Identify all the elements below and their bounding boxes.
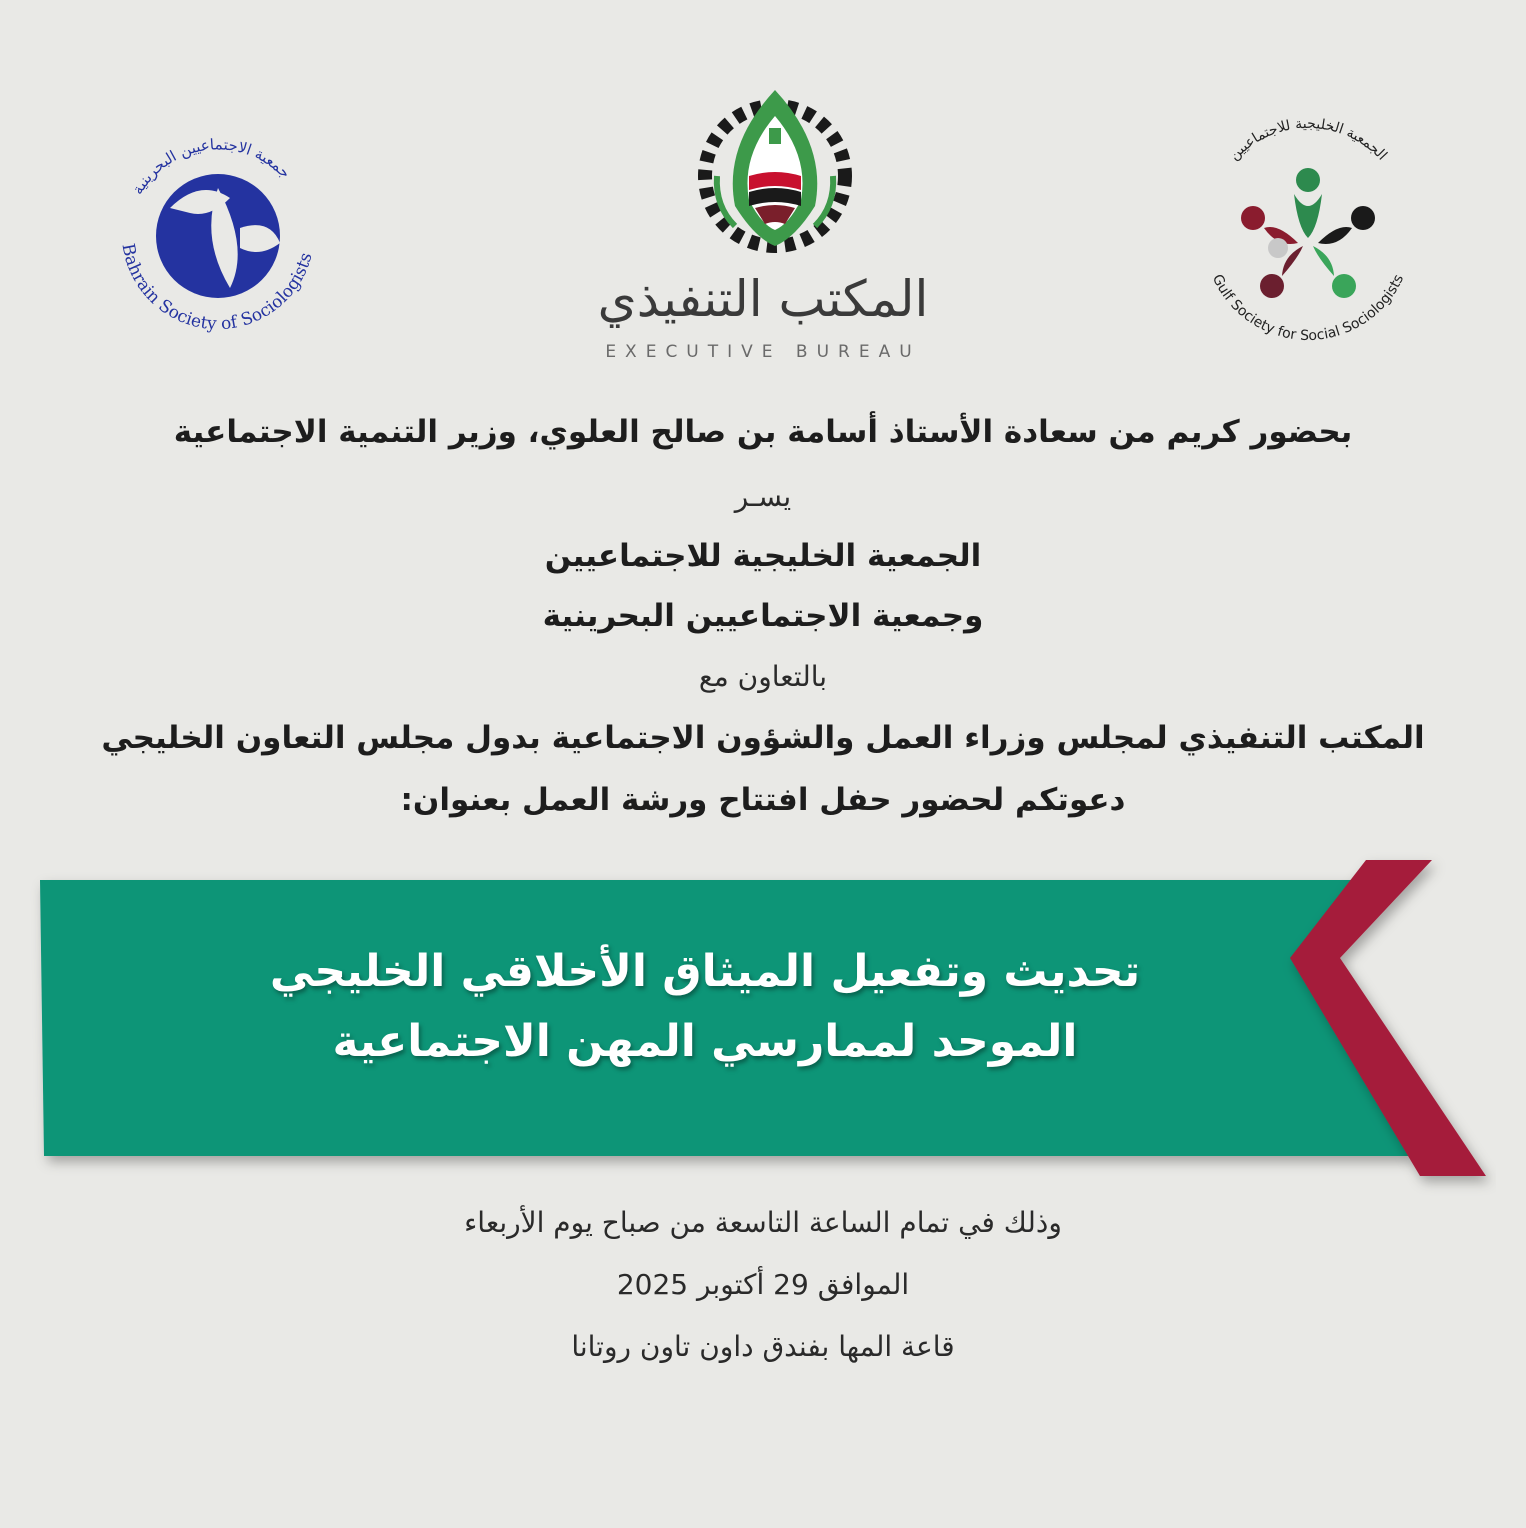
banner-title-line1: تحديث وتفعيل الميثاق الأخلاقي الخليجي bbox=[269, 946, 1141, 997]
event-venue: قاعة المها بفندق داون تاون روتانا bbox=[571, 1330, 955, 1363]
svg-text:Gulf Society for Social Sociol bbox=[1209, 272, 1407, 344]
invitation-executive-bureau-line: المكتب التنفيذي لمجلس وزراء العمل والشؤون الاجتماعية بدول مجلس التعاون الخليجي bbox=[101, 720, 1425, 756]
invitation-pleased-line: يسـر bbox=[734, 480, 792, 513]
invitation-patronage-line: بحضور كريم من سعادة الأستاذ أسامة بن صالح العلوي، وزير التنمية الاجتماعية bbox=[173, 414, 1353, 450]
gulf-society-logo bbox=[1188, 116, 1428, 356]
bahrain-logo-arabic: جمعية الاجتماعيين البحرينية bbox=[128, 135, 295, 198]
executive-bureau-arabic-name: المكتب التنفيذي bbox=[597, 270, 929, 328]
gulf-logo-arabic: الجمعية الخليجية للاجتماعيين bbox=[1226, 116, 1390, 164]
event-time: وذلك في تمام الساعة التاسعة من صباح يوم الأربعاء bbox=[464, 1206, 1062, 1239]
invitation-invite-line: دعوتكم لحضور حفل افتتاح ورشة العمل بعنوان: bbox=[400, 782, 1126, 818]
banner-title-line2: الموحد لممارسي المهن الاجتماعية bbox=[332, 1016, 1078, 1067]
bahrain-logo-english: Bahrain Society of Sociologists bbox=[117, 241, 317, 335]
event-date: الموافق 29 أكتوبر 2025 bbox=[616, 1268, 910, 1301]
invitation-cooperation-line: بالتعاون مع bbox=[698, 660, 828, 693]
invitation-bahrain-society-line: وجمعية الاجتماعيين البحرينية bbox=[542, 598, 984, 634]
gulf-logo-english: Gulf Society for Social Sociologists bbox=[1208, 271, 1408, 345]
executive-bureau-english-name: EXECUTIVE BUREAU bbox=[605, 342, 921, 362]
invitation-gulf-society-line: الجمعية الخليجية للاجتماعيين bbox=[544, 538, 982, 574]
svg-text:الجمعية الخليجية للاجتماعيين bbox=[1226, 116, 1390, 164]
executive-bureau-emblem bbox=[610, 88, 940, 378]
